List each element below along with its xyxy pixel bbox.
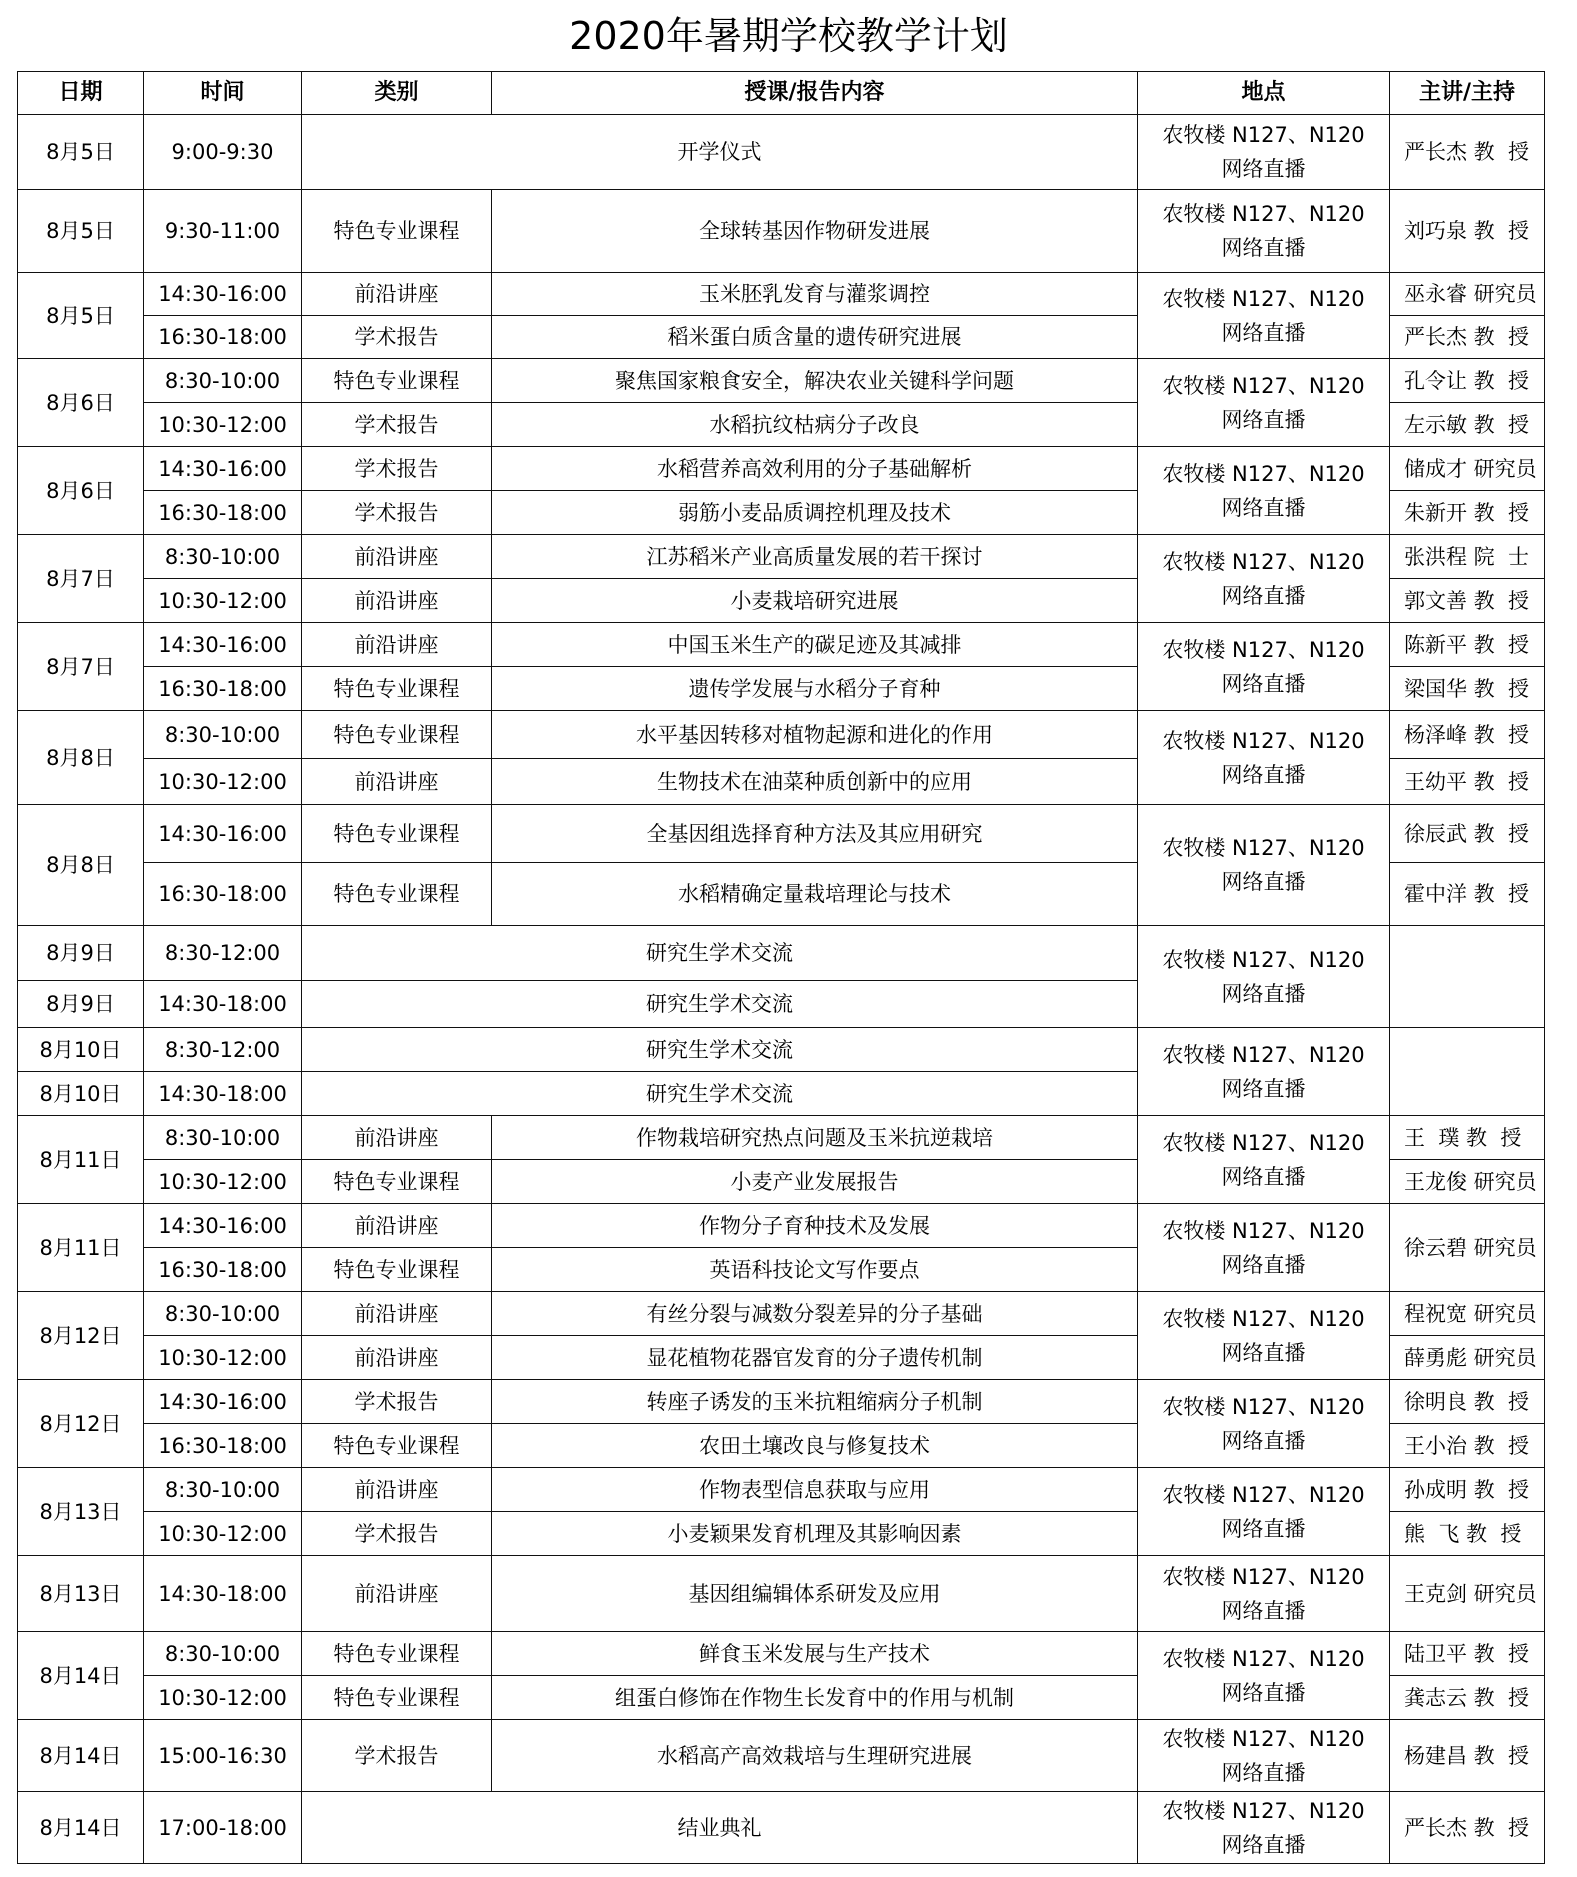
time-cell: 8:30-10:00 [144, 711, 302, 759]
category-cell: 前沿讲座 [302, 623, 492, 667]
table-row [18, 1204, 1545, 1248]
category-cell: 学术报告 [302, 491, 492, 535]
time-cell: 14:30-16:00 [144, 273, 302, 316]
location-building: 农牧楼 N127、N120 [1162, 637, 1365, 662]
speaker-cell: 杨泽峰 教 授 [1390, 711, 1545, 759]
speaker-cell: 严长杰 教 授 [1390, 115, 1545, 190]
category-cell: 前沿讲座 [302, 1336, 492, 1380]
content-cell: 作物表型信息获取与应用 [492, 1468, 1138, 1512]
category-cell: 特色专业课程 [302, 190, 492, 273]
location-livestream: 网络直播 [1221, 236, 1306, 260]
date-cell: 8月10日 [18, 1028, 144, 1072]
location-cell [1138, 1116, 1390, 1204]
location-building: 农牧楼 N127、N120 [1162, 836, 1365, 860]
time-cell: 14:30-18:00 [144, 1556, 302, 1632]
location-cell [1138, 1632, 1390, 1720]
table-row [18, 1632, 1545, 1676]
content-cell: 水稻营养高效利用的分子基础解析 [492, 447, 1138, 491]
speaker-cell: 杨建昌 教 授 [1390, 1720, 1545, 1792]
table-row [18, 1028, 1545, 1072]
time-cell: 14:30-18:00 [144, 1072, 302, 1116]
content-cell: 全球转基因作物研发进展 [492, 190, 1138, 273]
content-cell: 江苏稻米产业高质量发展的若干探讨 [492, 535, 1138, 579]
location-building: 农牧楼 N127、N120 [1162, 1726, 1365, 1751]
time-cell: 8:30-10:00 [144, 1632, 302, 1676]
location-livestream: 网络直播 [1221, 1076, 1306, 1101]
content-cell: 生物技术在油菜种质创新中的应用 [492, 759, 1138, 805]
content-cell: 研究生学术交流 [302, 1028, 1138, 1072]
location-building: 农牧楼 N127、N120 [1162, 202, 1365, 226]
time-cell: 8:30-10:00 [144, 1468, 302, 1512]
content-cell: 小麦栽培研究进展 [492, 579, 1138, 623]
category-cell: 特色专业课程 [302, 667, 492, 711]
location-building: 农牧楼 N127、N120 [1162, 1564, 1365, 1589]
table-row [18, 805, 1545, 863]
location-livestream: 网络直播 [1221, 1680, 1306, 1705]
time-cell: 14:30-16:00 [144, 1204, 302, 1248]
time-cell: 14:30-16:00 [144, 805, 302, 863]
date-cell: 8月6日 [18, 359, 144, 447]
location-cell [1138, 1720, 1390, 1792]
location-cell [1138, 190, 1390, 273]
speaker-cell: 巫永睿 研究员 [1390, 273, 1545, 316]
time-cell: 14:30-16:00 [144, 1380, 302, 1424]
time-cell: 14:30-16:00 [144, 623, 302, 667]
date-cell: 8月12日 [18, 1292, 144, 1380]
content-cell: 鲜食玉米发展与生产技术 [492, 1632, 1138, 1676]
table-row [18, 1792, 1545, 1864]
time-cell: 10:30-12:00 [144, 759, 302, 805]
table-row [18, 1468, 1545, 1512]
speaker-cell: 龚志云 教 授 [1390, 1676, 1545, 1720]
time-cell: 16:30-18:00 [144, 667, 302, 711]
speaker-cell: 孙成明 教 授 [1390, 1468, 1545, 1512]
location-building: 农牧楼 N127、N120 [1162, 1394, 1365, 1419]
table-row [18, 1116, 1545, 1160]
speaker-cell: 薛勇彪 研究员 [1390, 1336, 1545, 1380]
content-cell: 研究生学术交流 [302, 981, 1138, 1028]
category-cell: 学术报告 [302, 403, 492, 447]
content-cell: 作物分子育种技术及发展 [492, 1204, 1138, 1248]
speaker-cell: 徐辰武 教 授 [1390, 805, 1545, 863]
content-cell: 研究生学术交流 [302, 1072, 1138, 1116]
speaker-cell: 徐云碧 研究员 [1390, 1204, 1545, 1292]
content-cell: 遗传学发展与水稻分子育种 [492, 667, 1138, 711]
time-cell: 16:30-18:00 [144, 1248, 302, 1292]
time-cell: 8:30-10:00 [144, 1116, 302, 1160]
schedule-table [17, 71, 1545, 1864]
speaker-cell: 陈新平 教 授 [1390, 623, 1545, 667]
category-cell: 前沿讲座 [302, 273, 492, 316]
location-livestream: 网络直播 [1221, 671, 1306, 696]
location-livestream: 网络直播 [1221, 1832, 1306, 1857]
category-cell: 特色专业课程 [302, 1676, 492, 1720]
time-cell: 17:00-18:00 [144, 1792, 302, 1864]
table-row [18, 447, 1545, 491]
table-row [18, 1720, 1545, 1792]
date-cell: 8月6日 [18, 447, 144, 535]
location-livestream: 网络直播 [1221, 1516, 1306, 1541]
location-livestream: 网络直播 [1221, 1598, 1306, 1623]
date-cell: 8月7日 [18, 535, 144, 623]
location-cell [1138, 1028, 1390, 1116]
category-cell: 学术报告 [302, 1380, 492, 1424]
location-building: 农牧楼 N127、N120 [1162, 1646, 1365, 1671]
location-livestream: 网络直播 [1221, 1340, 1306, 1365]
location-cell [1138, 623, 1390, 711]
speaker-cell: 刘巧泉 教 授 [1390, 190, 1545, 273]
category-cell: 特色专业课程 [302, 359, 492, 403]
date-cell: 8月5日 [18, 273, 144, 359]
location-cell [1138, 711, 1390, 805]
time-cell: 16:30-18:00 [144, 1424, 302, 1468]
time-cell: 10:30-12:00 [144, 1512, 302, 1556]
location-building: 农牧楼 N127、N120 [1162, 947, 1365, 972]
location-livestream: 网络直播 [1221, 1164, 1306, 1189]
location-cell [1138, 359, 1390, 447]
time-cell: 10:30-12:00 [144, 1336, 302, 1380]
speaker-cell: 王小治 教 授 [1390, 1424, 1545, 1468]
location-livestream: 网络直播 [1221, 320, 1306, 345]
content-cell: 转座子诱发的玉米抗粗缩病分子机制 [492, 1380, 1138, 1424]
date-cell: 8月11日 [18, 1204, 144, 1292]
location-cell [1138, 1380, 1390, 1468]
speaker-cell: 王 璞 教 授 [1390, 1116, 1545, 1160]
location-building: 农牧楼 N127、N120 [1162, 1306, 1365, 1331]
category-cell: 学术报告 [302, 316, 492, 359]
speaker-cell [1390, 926, 1545, 1028]
speaker-cell: 陆卫平 教 授 [1390, 1632, 1545, 1676]
time-cell: 8:30-12:00 [144, 1028, 302, 1072]
time-cell: 10:30-12:00 [144, 1160, 302, 1204]
content-cell: 农田土壤改良与修复技术 [492, 1424, 1138, 1468]
speaker-cell: 熊 飞 教 授 [1390, 1512, 1545, 1556]
time-cell: 8:30-10:00 [144, 1292, 302, 1336]
speaker-cell: 王幼平 教 授 [1390, 759, 1545, 805]
category-cell: 前沿讲座 [302, 1556, 492, 1632]
header-category: 类别 [302, 72, 492, 115]
speaker-cell: 徐明良 教 授 [1390, 1380, 1545, 1424]
category-cell: 前沿讲座 [302, 535, 492, 579]
category-cell: 特色专业课程 [302, 711, 492, 759]
table-row [18, 190, 1545, 273]
content-cell: 作物栽培研究热点问题及玉米抗逆栽培 [492, 1116, 1138, 1160]
date-cell: 8月10日 [18, 1072, 144, 1116]
speaker-cell: 王龙俊 研究员 [1390, 1160, 1545, 1204]
date-cell: 8月14日 [18, 1792, 144, 1864]
category-cell: 学术报告 [302, 447, 492, 491]
location-building: 农牧楼 N127、N120 [1162, 1218, 1365, 1243]
content-cell: 组蛋白修饰在作物生长发育中的作用与机制 [492, 1676, 1138, 1720]
table-row [18, 273, 1545, 316]
location-building: 农牧楼 N127、N120 [1162, 728, 1365, 753]
category-cell: 前沿讲座 [302, 1292, 492, 1336]
location-livestream: 网络直播 [1221, 1252, 1306, 1277]
date-cell: 8月5日 [18, 115, 144, 190]
table-row [18, 535, 1545, 579]
content-cell: 小麦产业发展报告 [492, 1160, 1138, 1204]
time-cell: 15:00-16:30 [144, 1720, 302, 1792]
location-cell [1138, 273, 1390, 359]
location-building: 农牧楼 N127、N120 [1162, 1042, 1365, 1067]
location-livestream: 网络直播 [1221, 407, 1306, 432]
header-speaker: 主讲/主持 [1390, 72, 1545, 115]
content-cell: 水稻高产高效栽培与生理研究进展 [492, 1720, 1138, 1792]
location-building: 农牧楼 N127、N120 [1162, 1798, 1365, 1823]
time-cell: 16:30-18:00 [144, 491, 302, 535]
content-cell: 显花植物花器官发育的分子遗传机制 [492, 1336, 1138, 1380]
content-cell: 弱筋小麦品质调控机理及技术 [492, 491, 1138, 535]
date-cell: 8月14日 [18, 1632, 144, 1720]
table-row [18, 1292, 1545, 1336]
category-cell: 学术报告 [302, 1720, 492, 1792]
page-title: 2020年暑期学校教学计划 [569, 14, 1008, 58]
table-row [18, 115, 1545, 190]
location-building: 农牧楼 N127、N120 [1162, 123, 1365, 147]
time-cell: 9:00-9:30 [144, 115, 302, 190]
location-cell [1138, 447, 1390, 535]
date-cell: 8月13日 [18, 1468, 144, 1556]
category-cell: 前沿讲座 [302, 1204, 492, 1248]
table-row [18, 711, 1545, 759]
content-cell: 全基因组选择育种方法及其应用研究 [492, 805, 1138, 863]
time-cell: 8:30-10:00 [144, 535, 302, 579]
location-livestream: 网络直播 [1221, 495, 1306, 520]
location-building: 农牧楼 N127、N120 [1162, 549, 1365, 574]
content-cell: 聚焦国家粮食安全，解决农业关键科学问题 [492, 359, 1138, 403]
location-livestream: 网络直播 [1221, 583, 1306, 608]
header-date: 日期 [18, 72, 144, 115]
speaker-cell [1390, 1028, 1545, 1116]
time-cell: 14:30-18:00 [144, 981, 302, 1028]
header-content: 授课/报告内容 [492, 72, 1138, 115]
date-cell: 8月7日 [18, 623, 144, 711]
location-cell [1138, 1292, 1390, 1380]
date-cell: 8月9日 [18, 981, 144, 1028]
location-cell [1138, 535, 1390, 623]
location-livestream: 网络直播 [1221, 1428, 1306, 1453]
category-cell: 特色专业课程 [302, 863, 492, 926]
speaker-cell: 朱新开 教 授 [1390, 491, 1545, 535]
speaker-cell: 程祝宽 研究员 [1390, 1292, 1545, 1336]
location-livestream: 网络直播 [1221, 1760, 1306, 1785]
location-building: 农牧楼 N127、N120 [1162, 1482, 1365, 1507]
content-cell: 水平基因转移对植物起源和进化的作用 [492, 711, 1138, 759]
content-cell: 中国玉米生产的碳足迹及其减排 [492, 623, 1138, 667]
category-cell: 前沿讲座 [302, 579, 492, 623]
date-cell: 8月14日 [18, 1720, 144, 1792]
speaker-cell: 郭文善 教 授 [1390, 579, 1545, 623]
time-cell: 9:30-11:00 [144, 190, 302, 273]
time-cell: 10:30-12:00 [144, 579, 302, 623]
speaker-cell: 左示敏 教 授 [1390, 403, 1545, 447]
header-time: 时间 [144, 72, 302, 115]
category-cell: 前沿讲座 [302, 1116, 492, 1160]
date-cell: 8月5日 [18, 190, 144, 273]
time-cell: 10:30-12:00 [144, 403, 302, 447]
content-cell: 有丝分裂与减数分裂差异的分子基础 [492, 1292, 1138, 1336]
speaker-cell: 梁国华 教 授 [1390, 667, 1545, 711]
location-cell [1138, 1556, 1390, 1632]
speaker-cell: 张洪程 院 士 [1390, 535, 1545, 579]
location-livestream: 网络直播 [1221, 157, 1306, 181]
location-cell [1138, 1792, 1390, 1864]
content-cell: 玉米胚乳发育与灌浆调控 [492, 273, 1138, 316]
time-cell: 16:30-18:00 [144, 316, 302, 359]
category-cell: 前沿讲座 [302, 1468, 492, 1512]
location-livestream: 网络直播 [1221, 870, 1306, 894]
speaker-cell: 严长杰 教 授 [1390, 316, 1545, 359]
date-cell: 8月11日 [18, 1116, 144, 1204]
table-row [18, 926, 1545, 981]
date-cell: 8月13日 [18, 1556, 144, 1632]
time-cell: 16:30-18:00 [144, 863, 302, 926]
content-cell: 稻米蛋白质含量的遗传研究进展 [492, 316, 1138, 359]
category-cell: 特色专业课程 [302, 1248, 492, 1292]
content-cell: 英语科技论文写作要点 [492, 1248, 1138, 1292]
date-cell: 8月8日 [18, 711, 144, 805]
time-cell: 14:30-16:00 [144, 447, 302, 491]
location-cell [1138, 115, 1390, 190]
table-row [18, 623, 1545, 667]
category-cell: 学术报告 [302, 1512, 492, 1556]
category-cell: 特色专业课程 [302, 805, 492, 863]
content-cell: 小麦颖果发育机理及其影响因素 [492, 1512, 1138, 1556]
table-row [18, 1556, 1545, 1632]
speaker-cell: 储成才 研究员 [1390, 447, 1545, 491]
time-cell: 8:30-12:00 [144, 926, 302, 981]
location-building: 农牧楼 N127、N120 [1162, 1130, 1365, 1155]
speaker-cell: 王克剑 研究员 [1390, 1556, 1545, 1632]
time-cell: 10:30-12:00 [144, 1676, 302, 1720]
location-cell [1138, 926, 1390, 1028]
category-cell: 特色专业课程 [302, 1632, 492, 1676]
time-cell: 8:30-10:00 [144, 359, 302, 403]
location-livestream: 网络直播 [1221, 762, 1306, 787]
header-row [18, 72, 1545, 115]
location-cell [1138, 1204, 1390, 1292]
date-cell: 8月9日 [18, 926, 144, 981]
category-cell: 特色专业课程 [302, 1160, 492, 1204]
speaker-cell: 霍中洋 教 授 [1390, 863, 1545, 926]
table-row [18, 359, 1545, 403]
location-cell [1138, 1468, 1390, 1556]
category-cell: 前沿讲座 [302, 759, 492, 805]
speaker-cell: 孔令让 教 授 [1390, 359, 1545, 403]
location-cell [1138, 805, 1390, 926]
content-cell: 研究生学术交流 [302, 926, 1138, 981]
location-building: 农牧楼 N127、N120 [1162, 286, 1365, 311]
date-cell: 8月12日 [18, 1380, 144, 1468]
content-cell: 水稻抗纹枯病分子改良 [492, 403, 1138, 447]
content-cell: 水稻精确定量栽培理论与技术 [492, 863, 1138, 926]
table-row [18, 1380, 1545, 1424]
content-cell: 基因组编辑体系研发及应用 [492, 1556, 1138, 1632]
content-cell: 结业典礼 [302, 1792, 1138, 1864]
location-building: 农牧楼 N127、N120 [1162, 373, 1365, 398]
date-cell: 8月8日 [18, 805, 144, 926]
location-building: 农牧楼 N127、N120 [1162, 461, 1365, 486]
header-location: 地点 [1138, 72, 1390, 115]
location-livestream: 网络直播 [1221, 981, 1306, 1006]
speaker-cell: 严长杰 教 授 [1390, 1792, 1545, 1864]
category-cell: 特色专业课程 [302, 1424, 492, 1468]
content-cell: 开学仪式 [302, 115, 1138, 190]
